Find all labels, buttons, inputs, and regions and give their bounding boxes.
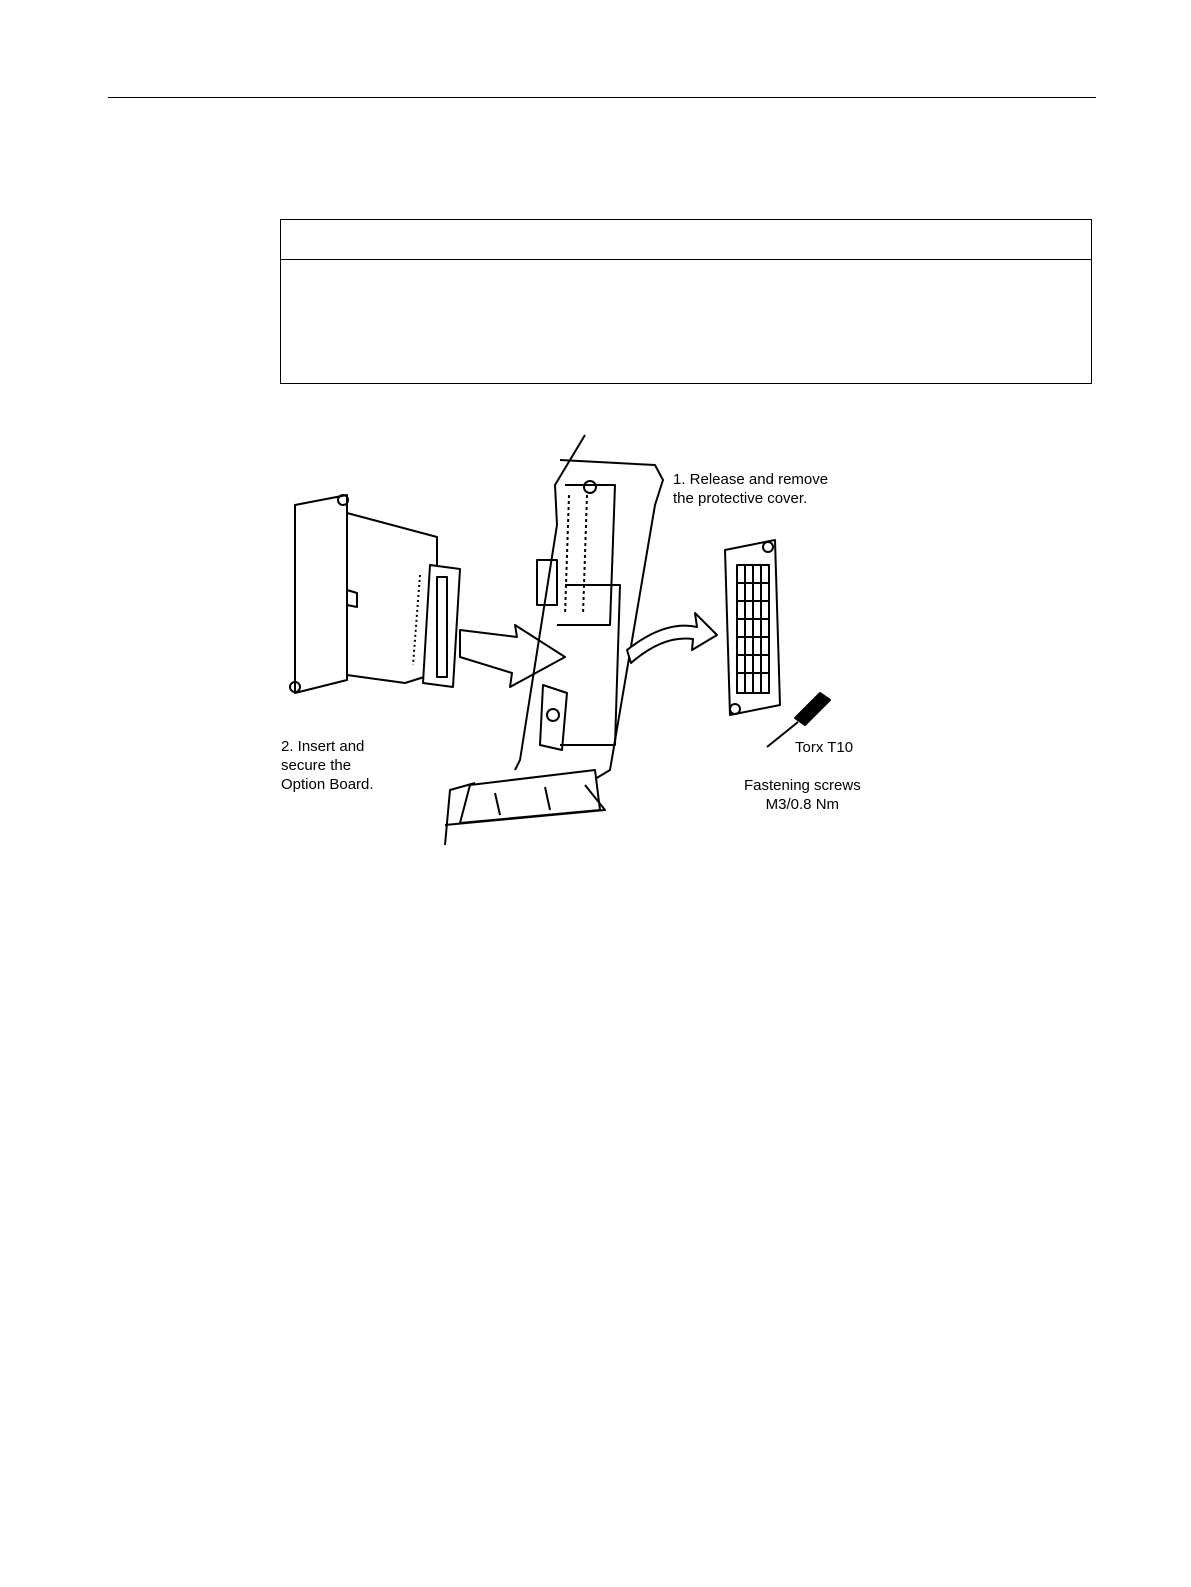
option-board-drawing [290,495,460,693]
note-box-divider [281,259,1091,260]
fastening-label-line2: M3/0.8 Nm [765,796,840,813]
insert-label-line2: secure the [281,757,352,774]
release-cover-label [673,470,828,508]
header-rule [108,97,1096,98]
insert-label-line3: Option Board. [281,776,374,793]
release-label-line1: 1. Release and remove [673,471,829,488]
remove-arrow [627,613,717,663]
note-box [280,219,1092,384]
protective-cover-drawing [725,540,780,715]
insert-label-line1: 2. Insert and [281,738,365,755]
fastening-label-line1: Fastening screws [744,777,861,794]
fastening-screws-label [744,776,861,814]
insert-board-label [281,737,374,794]
insert-arrow [460,625,565,687]
release-label-line2: the protective cover. [673,490,808,507]
torx-label: Torx T10 [795,739,854,756]
